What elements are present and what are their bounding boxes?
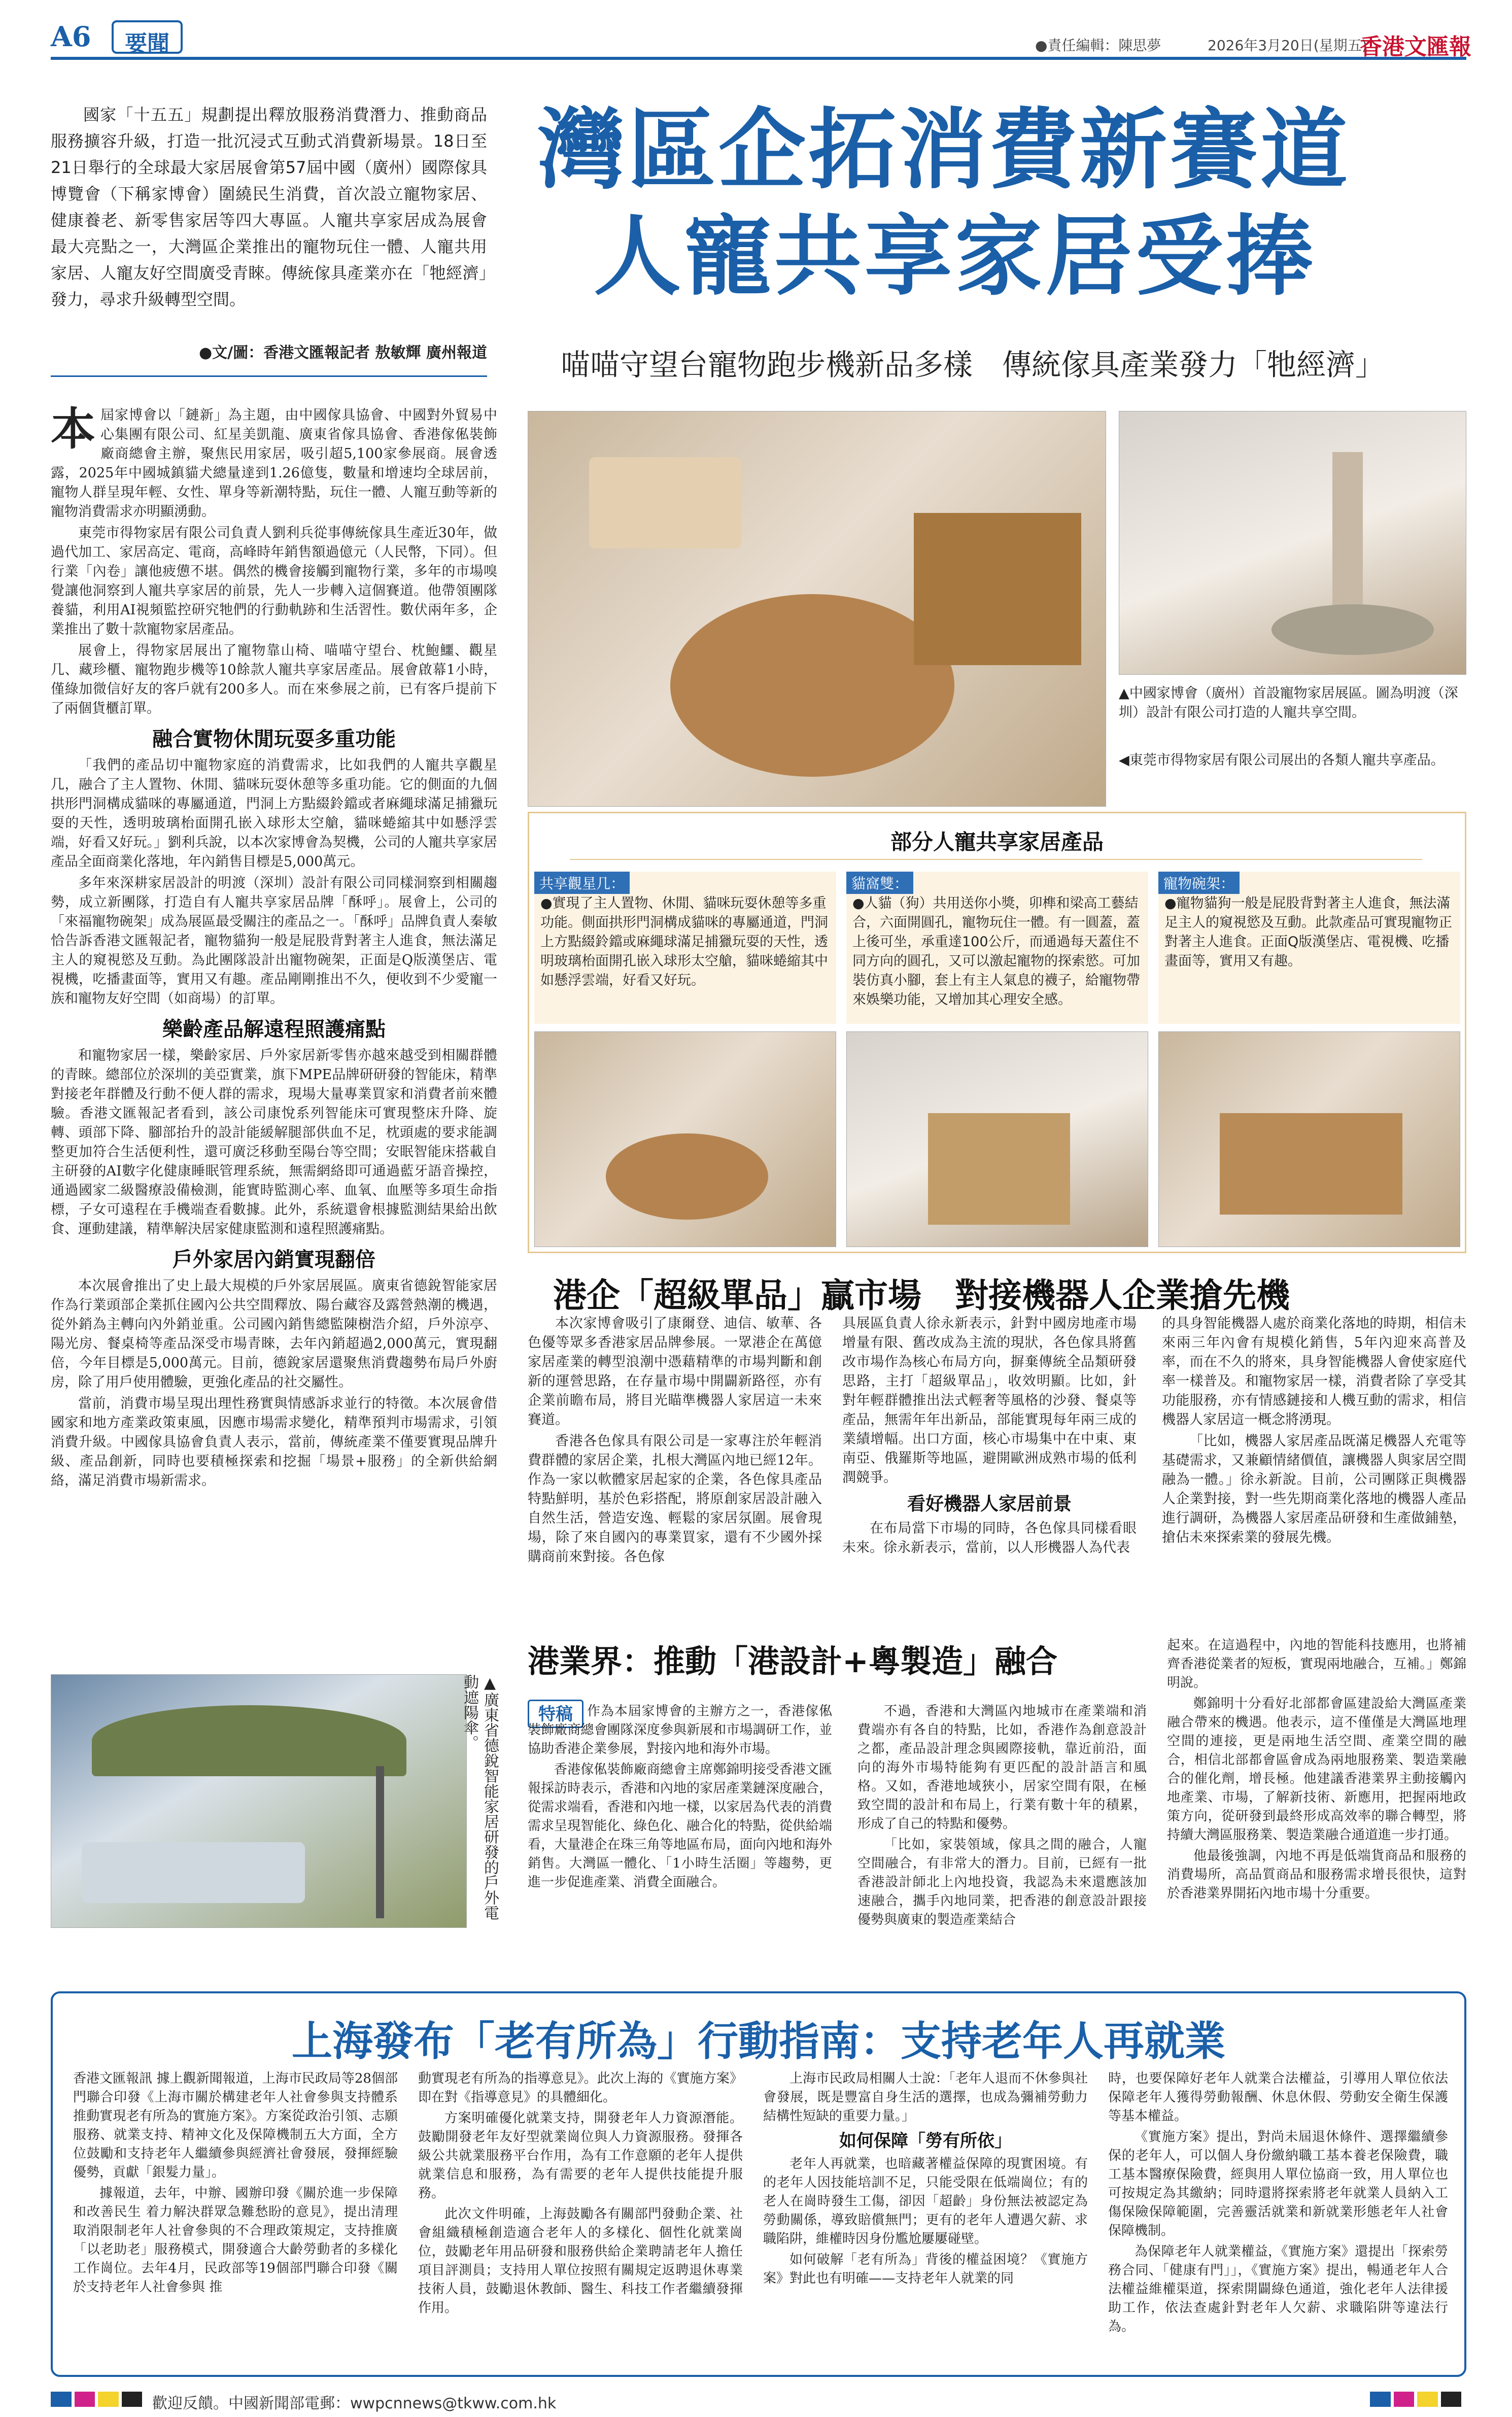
s2-c2: 具展區負責人徐永新表示，針對中國房地產市場增量有限、舊改成為主流的現狀，各色傢具將舊改市場作為核心布局方向，摒棄傳統全品類研發思路，主打「超級單品」，收效明顯。比如，針對年輕群體推出法式輕奢等風格的沙發、餐桌等產品，無需年年出新品，部能實現每年兩三成的業績增幅。出口方面，核心市場集中在中東、東南亞、俄羅斯等地區，避開歐洲成熟市場的低利潤競爭。 (842, 1316, 1137, 1486)
story4-col-4 (1108, 2069, 1448, 2338)
product-photo-2-shape (928, 1113, 1070, 1225)
product-card-3 (1158, 872, 1460, 1024)
section-tab (112, 20, 183, 57)
product-photo-3-shape (1220, 1113, 1402, 1215)
lc-p7: 本次展會推出了史上最大規模的戶外家居展區。廣東省德銳智能家居作為行業頭部企業抓住國內公共空間釋放、陽台藏容及露營熱潮的機遇，從外銷為主轉向內外銷並重。公司國內銷售總監陳樹浩介紹，戶外涼亭、陽光房、餐桌椅等產品深受市場青睞，去年內銷超過2,000萬元，實現翻倍，今年目標是5,000萬元。目前，德銳家居還聚焦消費趨勢布局戶外廚房，除了用戶使用體驗，更強化產品的社交屬性。 (51, 1278, 497, 1390)
story4-col-3 (763, 2069, 1088, 2290)
color-swatch-magenta (75, 2392, 95, 2407)
pet-bed-shape (1272, 604, 1434, 655)
s4-c2b: 方案明確優化就業支持，開發老年人力資源潛能。鼓勵開發老年友好型就業崗位與人力資源服務。發揮各級公共就業服務平台作用，為有工作意願的老年人提供就業信息和服務，為有需要的老年人提供技能提升服務。 (418, 2111, 743, 2201)
s4-c3: 上海市民政局相關人士說：「老年人退而不休參與社會發展，既是豐富自身生活的選擇，也成為彌補勞動力結構性短缺的重要力量。」 (763, 2071, 1088, 2124)
s2-c1b: 香港各色傢具有限公司是一家專注於年輕消費群體的家居企業，扎根大灣區內地已經12年。作為一家以軟體家居起家的企業，各色傢具產品特點鮮明，基於色彩搭配，將原創家居設計融入自然生活，營造安逸、輕鬆的家居氛圍。展會現場，除了來自國內的專業買家，還有不少國外採購商前來對接。各色傢 (528, 1433, 822, 1565)
cabinet-shape (914, 513, 1081, 665)
story3-col-1 (528, 1702, 832, 1894)
sofa-shape (82, 1842, 305, 1903)
s3-c2b: 「比如，家裝領域，傢具之間的融合，人寵空間融合，有非常大的潛力。目前，已經有一批香港設計師北上內地投資，我認為未來還應該加速融合，攜手內地同業，把香港的創意設計跟接優勢與廣東的製造產業結合 (857, 1837, 1147, 1927)
issue-date: 2026年3月20日(星期五) (1208, 37, 1367, 54)
lc-p2: 東莞市得物家居有限公司負責人劉利兵從事傳統傢具生產近30年，做過代加工、家居高定、電商，高峰時年銷售額過億元（人民幣，下同）。但行業「內卷」讓他疲憊不堪。偶然的機會接觸到寵物行業，多年的市場嗅覺讓他洞察到人寵共享家居的前景，先人一步轉入這個賽道。他帶領團隊養貓，利用AI視頻監控研究牠們的行動軌跡和生活習性。數伏兩年多，企業推出了數十款寵物家居產品。 (51, 525, 497, 637)
s4-c3c: 如何破解「老有所為」背後的權益困境？《實施方案》對此也有明確——支持老年人就業的同 (763, 2252, 1088, 2286)
s4-c1: 香港文匯報訊 據上觀新聞報道，上海市民政局等28個部門聯合印發《上海市關於構建老年人社會參與支持體系推動實現老有所為的實施方案》。方案從政治引領、志願服務、就業支持、精神文化及保障機制五大方面，全方位鼓勵和支持老年人繼續參與經濟社會發展，發揮經驗優勢，貢獻「銀髮力量」。 (73, 2071, 398, 2180)
story2-col-3 (1162, 1314, 1466, 1549)
page-header (0, 0, 1512, 61)
lc-heading-1: 融合實物休閒玩耍多重功能 (152, 728, 396, 751)
product-desc-1: ●實現了主人置物、休閒、貓咪玩耍休憩等多重功能。側面拱形門洞構成貓咪的專屬通道，門洞上方點綴鈴鐺或麻繩球滿足捕獵玩耍的天性，透明玻璃枱面開孔嵌入球形太空艙，貓咪蜷縮其中如懸浮雲端，好看又好玩。 (540, 895, 828, 988)
photo-caption-1: ▲中國家博會（廣州）首設寵物家居展區。圖為明渡（深圳）設計有限公司打造的人寵共享空間。 (1119, 685, 1458, 720)
s4-c3b: 老年人再就業，也暗藏著權益保障的現實困境。有的老年人因技能培訓不足，只能受限在低端崗位；有的老人在崗時發生工傷，卻因「超齡」身份無法被認定為勞動關係，導致賠償無門；更有的老年人遭遇欠薪、求職陷阱，維權時因身份尷尬屢屢碰壁。 (763, 2156, 1088, 2247)
story2-col-2 (842, 1314, 1137, 1560)
umbrella-caption: ▲廣東省德銳智能家居研發的戶外電動遮陽傘。 (461, 1674, 499, 1920)
products-box (528, 812, 1466, 1253)
pet-furniture-photo-main (528, 411, 1106, 807)
headline-line-2: 人寵共享家居受捧 (594, 204, 1316, 307)
story3-col-2 (857, 1702, 1147, 1931)
lead-byline: ●文/圖：香港文匯報記者 敖敏輝 廣州報道 (198, 344, 487, 362)
s4-c2: 動實現老有所為的指導意見》。此次上海的《實施方案》即在對《指導意見》的具體細化。 (418, 2071, 743, 2105)
lc-p4: 「我們的產品切中寵物家庭的消費需求，比如我們的人寵共享觀星几，融合了主人置物、休閒、貓咪玩耍休憩等多重功能。它的側面的九個拱形門洞構成貓咪的專屬通道，門洞上方點綴鈴鐺或者麻繩球滿足捕獵玩耍的天性，透明玻璃枱面開孔嵌入球形太空艙，貓咪蜷縮其中如懸浮雲端，好看又好玩。」劉利兵說，以本次家博會為契機，公司的人寵共享家居產品全面商業化落地，年內銷售目標是5,000萬元。 (51, 757, 497, 870)
lc-p6: 和寵物家居一樣，樂齡家居、戶外家居新零售亦越來越受到相關群體的青睞。總部位於深圳的美亞實業，旗下MPE品牌研研發的智能床，精準對接老年群體及行動不便人群的需求，現場大量專業買家和消費者前來體驗。香港文匯報記者看到，該公司康悅系列智能床可實現整床升降、旋轉、頭部下降、腳部抬升的設計能緩解腿部供血不足，枕頭處的要求能調整更加符合生活便利性，還可廣泛移動至陽台等空間；安眠智能床搭載自主研發的AI數字化健康睡眠管理系統，無需網絡即可通過藍牙語音操控，通過國家二級醫療設備檢測，能實時監測心率、血氧、血壓等多項生命指標，子女可遠程在手機端查看數據。此外，系統還會根據監測結果給出飲食、運動建議，精準解決居家健康監測和遠程照護痛點。 (51, 1048, 497, 1237)
s2-c1: 本次家博會吸引了康爾登、迪信、敏華、各色優等眾多香港家居品牌參展。一眾港企在萬億家居產業的轉型浪潮中憑藉精準的市場判斷和創新的運營思路，在存量市場中開闢新路徑，亦有企業前瞻布局，將目光瞄準機器人家居這一未來賽道。 (528, 1316, 822, 1428)
lead-intro (51, 101, 487, 381)
product-photo-1 (534, 1031, 836, 1247)
product-name-2: 貓窩雙： (846, 872, 913, 894)
product-photo-1-shape (606, 1133, 768, 1220)
products-title-rule (570, 859, 1422, 860)
product-desc-2: ●人貓（狗）共用送你小獎，卯榫和梁高工藝結合，六面開圓孔，寵物玩住一體。有一圓蓋，蓋上後可坐，承重達100公斤，而通過每天蓋住不同方向的圓孔，又可以激起寵物的探索慾。可加裝仿真小腳，套上有主人氣息的襪子，給寵物帶來娛樂功能，又增加其心理安全感。 (852, 895, 1140, 1008)
lead-rule (51, 375, 487, 377)
color-swatch-magenta-r (1394, 2392, 1415, 2407)
color-swatch-yellow-r (1417, 2392, 1438, 2407)
product-name-3: 寵物碗架： (1158, 872, 1240, 894)
lc-p3: 展會上，得物家居展出了寵物靠山椅、喵喵守望台、枕鮑鱷、觀星几、藏珍櫃、寵物跑步機等10餘款人寵共享家居產品。展會啟幕1小時，僅綠加微信好友的客戶就有200多人。而在來參展之前，已有客戶提前下了兩個貨櫃訂單。 (51, 643, 497, 716)
product-photo-3 (1158, 1031, 1460, 1247)
lc-p1: 屆家博會以「鏈新」為主題，由中國傢具協會、中國對外貿易中心集團有限公司、紅星美凱龍、廣東省傢具協會、香港傢俬裝飾廠商總會主辦，聚焦民用家居，吸引超5,100家參展商。展會透露，2025年中國城鎮貓犬總量達到1.26億隻，數量和增速均全球居前，寵物人群呈現年輕、女性、單身等新潮特點，玩住一體、人寵互動等新的寵物消費需求亦明顯湧動。 (51, 407, 497, 520)
product-desc-3: ●寵物貓狗一般是屁股背對著主人進食，無法滿足主人的窺視慾及互動。此款產品可實現寵物正對著主人進食。正面Q版漢堡店、電視機、吃播畫面等，實用又有趣。 (1164, 895, 1452, 969)
product-card-2 (846, 872, 1148, 1024)
lc-p8: 當前，消費市場呈現出理性務實與情感訴求並行的特徵。本次展會借國家和地方產業政策東風，因應市場需求變化，精準預判市場需求，引領消費升級。中國傢具協會負責人表示，當前，傳統產業不僅要實現品牌升級、產品創新，同時也要積極探索和挖掘「場景+服務」的全新供給網絡，滿足消費市場新需求。 (51, 1396, 497, 1489)
s3-c3: 起來。在這過程中，內地的智能科技應用，也將補齊香港從業者的短板，實現兩地融合，互補。」鄭錦明說。 (1167, 1638, 1466, 1690)
color-bar (51, 2392, 142, 2407)
lead-text: 國家「十五五」規劃提出釋放服務消費潛力、推動商品服務擴容升級，打造一批沉浸式互動式消費新場景。18日至21日舉行的全球最大家居展會第57屆中國（廣州）國際傢具博覽會（下稱家博會）圍繞民生消費，首次設立寵物家居、健康養老、新零售家居等四大專區。人寵共享家居成為展會最大亮點之一，大灣區企業推出的寵物玩住一體、人寵共用家居、人寵友好空間廣受青睞。傳統傢具產業亦在「牠經濟」發力，尋求升級轉型空間。 (51, 105, 487, 309)
s4-heading: 如何保障「勞有所依」 (839, 2131, 1012, 2151)
left-column (51, 406, 497, 1603)
s4-c4: 時，也要保障好老年人就業合法權益，引導用人單位依法保障老年人獲得勞動報酬、休息休假、勞動安全衛生保護等基本權益。 (1108, 2071, 1448, 2124)
s4-c4b: 《實施方案》提出，對尚未屆退休條件、選擇繼續參保的老年人，可以個人身份繳納職工基本養老保險費，職工基本醫療保險費，經與用人單位協商一致，用人單位也可按規定為其繳納；同時還將探索將老年就業人員納入工傷保險保障範圍，完善靈活就業和新就業形態老年人社會保障機制。 (1108, 2129, 1448, 2238)
story3-col-3 (1167, 1636, 1466, 1905)
story4-col-1 (73, 2069, 398, 2299)
page-number: A6 (51, 20, 91, 53)
editor-credit: ●責任編輯：陳思夢 (1035, 37, 1161, 54)
s2-c3: 的具身智能機器人處於商業化落地的時期，相信未來兩三年內會有規模化銷售，5年內迎來高普及率，而在不久的將來，具身智能機器人會使家庭代率一樣普及。和寵物家居一樣，消費者除了享受其功能服務，亦有情感鏈接和人機互動的需求，相信機器人家居這一概念將湧現。 (1162, 1316, 1466, 1428)
color-swatch-blue-r (1370, 2392, 1391, 2407)
story4-title: 上海發布「老有所為」行動指南：支持老年人再就業 (292, 2018, 1225, 2065)
color-swatch-yellow (98, 2392, 119, 2407)
story2-title: 港企「超級單品」贏市場 對接機器人企業搶先機 (553, 1276, 1290, 1315)
umbrella-pole (376, 1766, 384, 1918)
s4-c1b: 據報道，去年，中辦、國辦印發《關於進一步保障和改善民生 着力解決群眾急難愁盼的意見》，提出清理取消限制老年人社會參與的不合理政策規定，支持推廣「以老助老」服務模式，開發適合大齡勞動者的多樣化工作崗位。去年4月，民政部等19個部門聯合印發《關於支持老年人社會參與 推 (73, 2186, 398, 2295)
outdoor-umbrella-photo (51, 1674, 467, 1928)
lc-heading-2: 樂齡產品解遠程照護痛點 (162, 1018, 386, 1041)
s4-c4c: 為保障老年人就業權益，《實施方案》還提出「探索勞務合同、「健康有門」」，《實施方案》提出，暢通老年人合法權益維權渠道，探索開闢綠色通道，強化老年人法律援助工作，依法查處針對老年人欠薪、求職陷阱等違法行為。 (1108, 2244, 1448, 2334)
headline-line-1: 灣區企拓消費新賽道 (538, 98, 1351, 201)
pet-space-photo (1119, 411, 1466, 675)
newspaper-logo: 香港文匯報 (1360, 34, 1471, 60)
section-label: 要聞 (125, 31, 169, 57)
s2-c2b: 在布局當下市場的同時，各色傢具同樣看眼未來。徐永新表示，當前，以人形機器人為代表 (842, 1521, 1137, 1556)
products-title: 部分人寵共享家居產品 (890, 830, 1104, 854)
product-name-1: 共享觀星几： (534, 872, 630, 894)
lc-heading-3: 戶外家居內銷實現翻倍 (173, 1248, 375, 1271)
drop-cap: 本 (51, 406, 96, 455)
feedback-email[interactable]: 歡迎反饋。中國新聞部電郵：wwpcnnews@tkww.com.hk (152, 2395, 557, 2412)
s3-c1: 作為本屆家博會的主辦方之一，香港傢俬裝飾廠商總會團隊深度參與新展和市場調研工作，並協助香港企業參展，對接內地和海外市場。 (528, 1704, 832, 1756)
s3-c3c: 他最後強調，內地不再是低端貨商品和服務的消費場所，高品質商品和服務需求增長很快，這對於香港業界開拓內地市場十分重要。 (1167, 1848, 1466, 1901)
header-rule (51, 57, 1466, 60)
headline-subtitle: 喵喵守望台寵物跑步機新品多樣 傳統傢具產業發力「牠經濟」 (561, 348, 1385, 382)
product-photo-2 (846, 1031, 1148, 1247)
s3-c1b: 香港傢俬裝飾廠商總會主席鄭錦明接受香港文匯報採訪時表示，香港和內地的家居產業鏈深度融合，從需求端看，香港和內地一樣，以家居為代表的消費需求呈現智能化、綠色化、融合化的特點，從供給端看，大量港企在珠三角等地區布局，面向內地和海外銷售。大灣區一體化、「1小時生活圈」等趨勢，更進一步促進產業、消費全面融合。 (528, 1762, 832, 1890)
footer-color-bar-right (1370, 2392, 1461, 2407)
color-swatch-black-r (1441, 2392, 1462, 2407)
story4-col-2 (418, 2069, 743, 2320)
photo-caption-2: ◀東莞市得物家居有限公司展出的各類人寵共享產品。 (1119, 752, 1445, 768)
product-card-1 (534, 872, 836, 1024)
color-swatch-blue (51, 2392, 72, 2407)
lc-p5: 多年來深耕家居設計的明渡（深圳）設計有限公司同樣洞察到相關趨勢，成立新團隊，打造自有人寵共享家居品牌「酥呼」。展會上，公司的「來福寵物碗架」成為展區最受關注的產品之一。「酥呼」品牌負責人秦敏恰告訴香港文匯報記者，寵物貓狗一般是屁股背對著主人進食，無法滿足主人的窺視慾及互動。為此團隊設計出寵物碗架，正面是Q版漢堡店、電視機，吃播畫面等，實用又有趣。產品剛剛推出不久，便收到不少愛寵一族和寵物友好空間（如商場）的訂單。 (51, 875, 497, 1007)
color-swatch-black (122, 2392, 143, 2407)
umbrella-shape (92, 1705, 406, 1776)
story4-box (51, 1991, 1466, 2377)
s3-c2: 不過，香港和大灣區內地城市在產業端和消費端亦有各自的特點，比如，香港作為創意設計之都，產品設計理念與國際接軌，靠近前沿，面向的海外市場特能夠有更匹配的設計語言和風格。又如，香港地域狹小，居家空間有限，在極致空間的設計和布局上，行業有數十年的積累，形成了自己的特點和優勢。 (857, 1704, 1147, 1832)
story3-title: 港業界：推動「港設計+粵製造」融合 (528, 1643, 1057, 1680)
s3-c3b: 鄭錦明十分看好北部都會區建設給大灣區產業融合帶來的機遇。他表示，這不僅僅是大灣區地理空間的連接，更是兩地生活空間、產業空間的融合，相信北部都會區會成為兩地服務業、製造業融合的催化劑，增長極。他建議香港業界主動接觸內地產業、市場，了解新技術、新應用，把握兩地政策方向，從研發到最終形成高效率的聯合轉型，將持續大灣區服務業、製造業融合通道進一步打通。 (1167, 1696, 1466, 1843)
footer (0, 2385, 1512, 2417)
s4-c2c: 此次文件明確，上海鼓勵各有關部門發動企業、社會組織積極創造適合老年人的多樣化、個性化就業崗位，鼓勵老年用品研發和服務供給企業聘請老年人擔任項目評測員；支持用人單位按照有關規定返聘退休專業技術人員，鼓勵退休教師、醫生、科技工作者繼續發揮作用。 (418, 2206, 743, 2316)
s2-c3b: 「比如，機器人家居產品既滿足機器人充電等基礎需求，又兼顧情緒價值，讓機器人與家居空間融為一體。」徐永新說。目前，公司團隊正與機器人企業對接，對一些先期商業化落地的機器人產品進行調研，為機器人家居產品研發和生產做鋪墊，搶佔未來探索業的發展先機。 (1162, 1433, 1466, 1545)
s2-heading: 看好機器人家居前景 (907, 1494, 1072, 1514)
round-table (670, 594, 954, 777)
window-shape (589, 457, 741, 548)
story2-col-1 (528, 1314, 822, 1569)
story3-tag: 特稿 (528, 1700, 583, 1728)
